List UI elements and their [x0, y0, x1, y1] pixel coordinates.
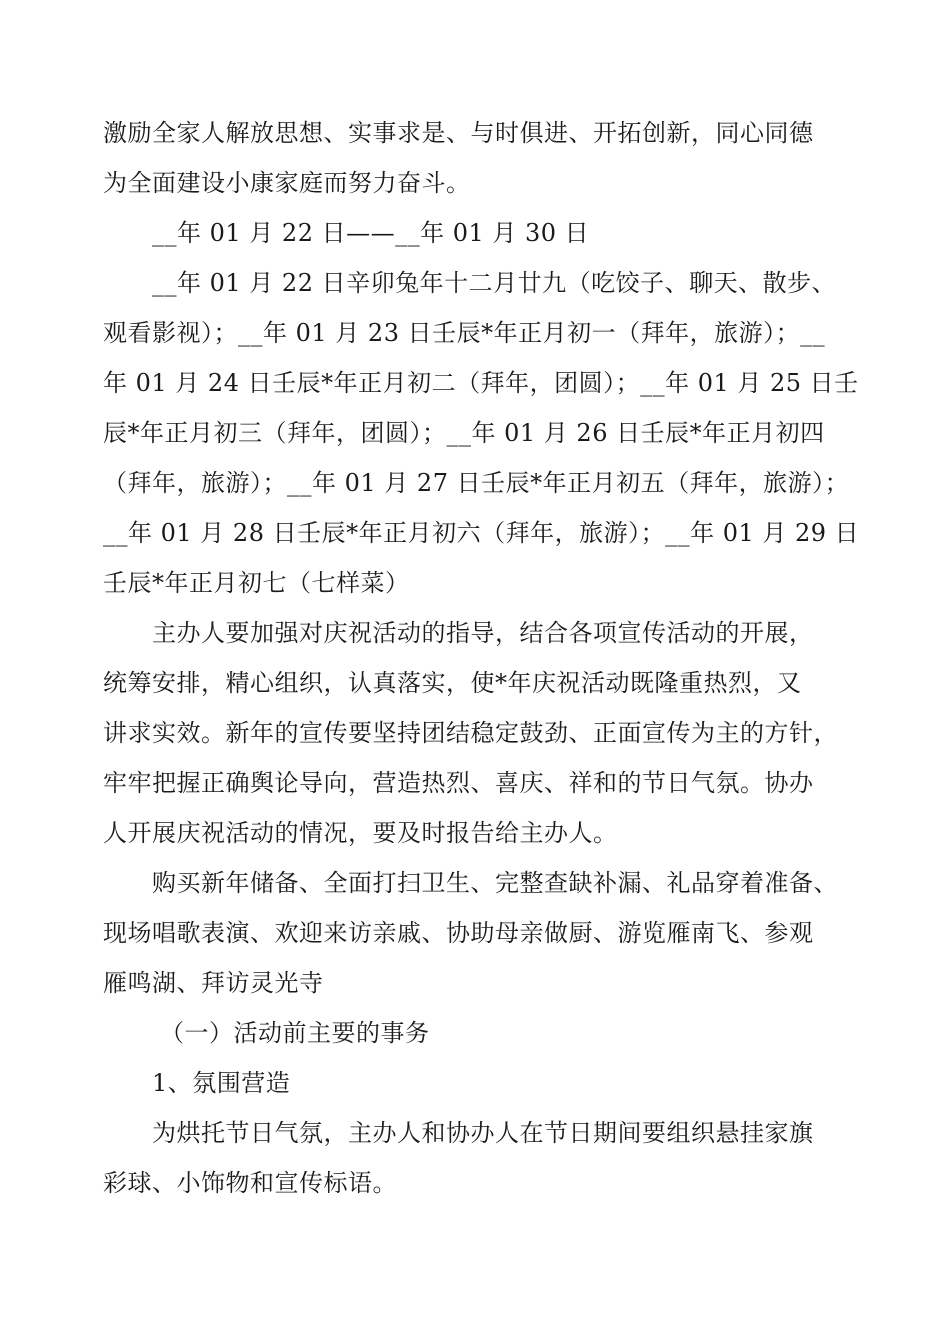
- paragraph-line: 为烘托节日气氛，主办人和协办人在节日期间要组织悬挂家旗: [152, 1119, 814, 1147]
- paragraph-line: 购买新年储备、全面打扫卫生、完整查缺补漏、礼品穿着准备、: [152, 869, 838, 897]
- paragraph-line: __年 01 月 28 日壬辰*年正月初六（拜年，旅游）；__年 01 月 29 日: [103, 519, 860, 547]
- section-heading: （一）活动前主要的事务: [160, 1019, 430, 1047]
- paragraph-line: 年 01 月 24 日壬辰*年正月初二（拜年，团圆）；__年 01 月 25 日壬: [103, 369, 859, 397]
- paragraph-line: __年 01 月 22 日辛卯兔年十二月廿九（吃饺子、聊天、散步、: [152, 269, 837, 297]
- paragraph-line: 彩球、小饰物和宣传标语。: [103, 1169, 397, 1197]
- paragraph-line: 主办人要加强对庆祝活动的指导，结合各项宣传活动的开展，: [152, 619, 814, 647]
- paragraph-line: 为全面建设小康家庭而努力奋斗。: [103, 169, 471, 197]
- paragraph-line: 人开展庆祝活动的情况，要及时报告给主办人。: [103, 819, 618, 847]
- paragraph-line: 牢牢把握正确舆论导向，营造热烈、喜庆、祥和的节日气氛。协办: [103, 769, 814, 797]
- paragraph-line: （拜年，旅游）；__年 01 月 27 日壬辰*年正月初五（拜年，旅游）；: [103, 469, 850, 497]
- subsection-heading: 1、氛围营造: [152, 1069, 291, 1097]
- paragraph-line: 现场唱歌表演、欢迎来访亲戚、协助母亲做厨、游览雁南飞、参观: [103, 919, 814, 947]
- paragraph-line: 激励全家人解放思想、实事求是、与时俱进、开拓创新，同心同德: [103, 119, 814, 147]
- paragraph-line: 壬辰*年正月初七（七样菜）: [103, 569, 410, 597]
- paragraph-line: 辰*年正月初三（拜年，团圆）；__年 01 月 26 日壬辰*年正月初四: [103, 419, 825, 447]
- date-range-line: __年 01 月 22 日——__年 01 月 30 日: [152, 219, 590, 247]
- paragraph-line: 观看影视）；__年 01 月 23 日壬辰*年正月初一（拜年，旅游）；__: [103, 319, 826, 347]
- paragraph-line: 统筹安排，精心组织，认真落实，使*年庆祝活动既隆重热烈，又: [103, 669, 802, 697]
- paragraph-line: 雁鸣湖、拜访灵光寺: [103, 969, 324, 997]
- paragraph-line: 讲求实效。新年的宣传要坚持团结稳定鼓劲、正面宣传为主的方针，: [103, 719, 838, 747]
